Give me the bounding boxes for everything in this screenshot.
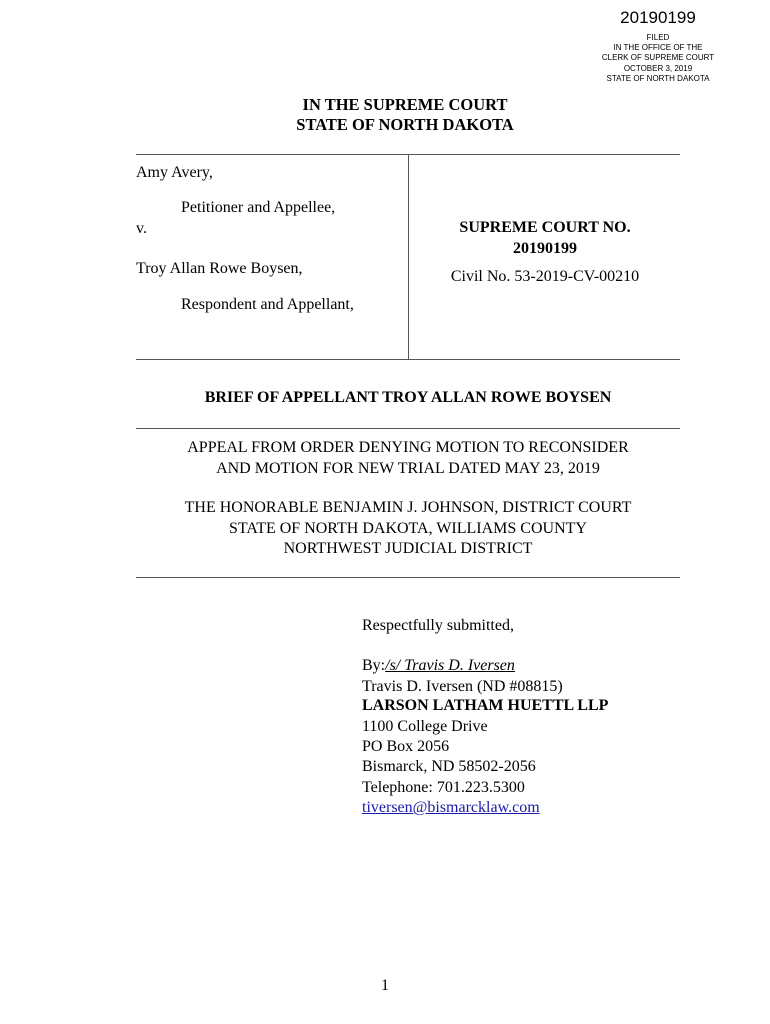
stamp-line: FILED — [646, 33, 670, 42]
title-rule — [136, 428, 680, 429]
signature-line — [362, 657, 515, 675]
judge-line1: THE HONORABLE BENJAMIN J. JOHNSON, DISTRICT COURT — [184, 499, 632, 516]
law-firm: LARSON LATHAM HUETTL LLP — [362, 697, 609, 714]
respondent-name: Troy Allan Rowe Boysen, — [136, 260, 303, 277]
telephone: Telephone: 701.223.5300 — [362, 779, 525, 796]
court-heading-line2: STATE OF NORTH DAKOTA — [296, 115, 514, 134]
versus-label: v. — [136, 220, 147, 237]
section-rule — [136, 577, 680, 578]
filing-stamp — [586, 33, 730, 84]
filing-number: 20190199 — [620, 8, 696, 27]
appeal-line1: APPEAL FROM ORDER DENYING MOTION TO RECONSIDER — [187, 439, 629, 456]
stamp-line: STATE OF NORTH DAKOTA — [606, 73, 710, 83]
petitioner-name: Amy Avery, — [136, 164, 213, 181]
stamp-line: OCTOBER 3, 2019 — [623, 63, 693, 73]
petitioner-role: Petitioner and Appellee, — [181, 199, 336, 216]
stamp-line: IN THE OFFICE OF THE — [613, 43, 703, 53]
attorney-name: Travis D. Iversen (ND #08815) — [362, 678, 563, 695]
electronic-signature: /s/ Travis D. Iversen — [385, 657, 515, 674]
address-line1: 1100 College Drive — [362, 718, 488, 735]
address-line2: PO Box 2056 — [362, 738, 450, 755]
civil-no: Civil No. 53-2019-CV-00210 — [450, 268, 640, 285]
stamp-line: CLERK OF SUPREME COURT — [601, 53, 715, 63]
judge-line3: NORTHWEST JUDICIAL DISTRICT — [283, 540, 533, 557]
caption-bottom-rule — [136, 359, 680, 360]
caption-divider — [408, 154, 409, 360]
by-label: By: — [362, 657, 386, 674]
appeal-line2: AND MOTION FOR NEW TRIAL DATED MAY 23, 2019 — [216, 459, 600, 477]
district-court-info — [136, 498, 680, 560]
respondent-role: Respondent and Appellant, — [181, 296, 354, 313]
judge-line2: STATE OF NORTH DAKOTA, WILLIAMS COUNTY — [229, 519, 587, 537]
court-heading — [0, 95, 770, 135]
court-heading-line1: IN THE SUPREME COURT — [302, 95, 508, 114]
address-line3: Bismarck, ND 58502-2056 — [362, 758, 536, 775]
appeal-description — [136, 438, 680, 479]
email-link[interactable]: tiversen@bismarcklaw.com — [362, 799, 540, 816]
supreme-court-no-label: SUPREME COURT NO. — [459, 219, 631, 236]
supreme-court-no: 20190199 — [513, 240, 577, 257]
respectfully-submitted: Respectfully submitted, — [362, 617, 514, 634]
brief-title: BRIEF OF APPELLANT TROY ALLAN ROWE BOYSEN — [204, 389, 612, 406]
page-number: 1 — [381, 977, 389, 994]
